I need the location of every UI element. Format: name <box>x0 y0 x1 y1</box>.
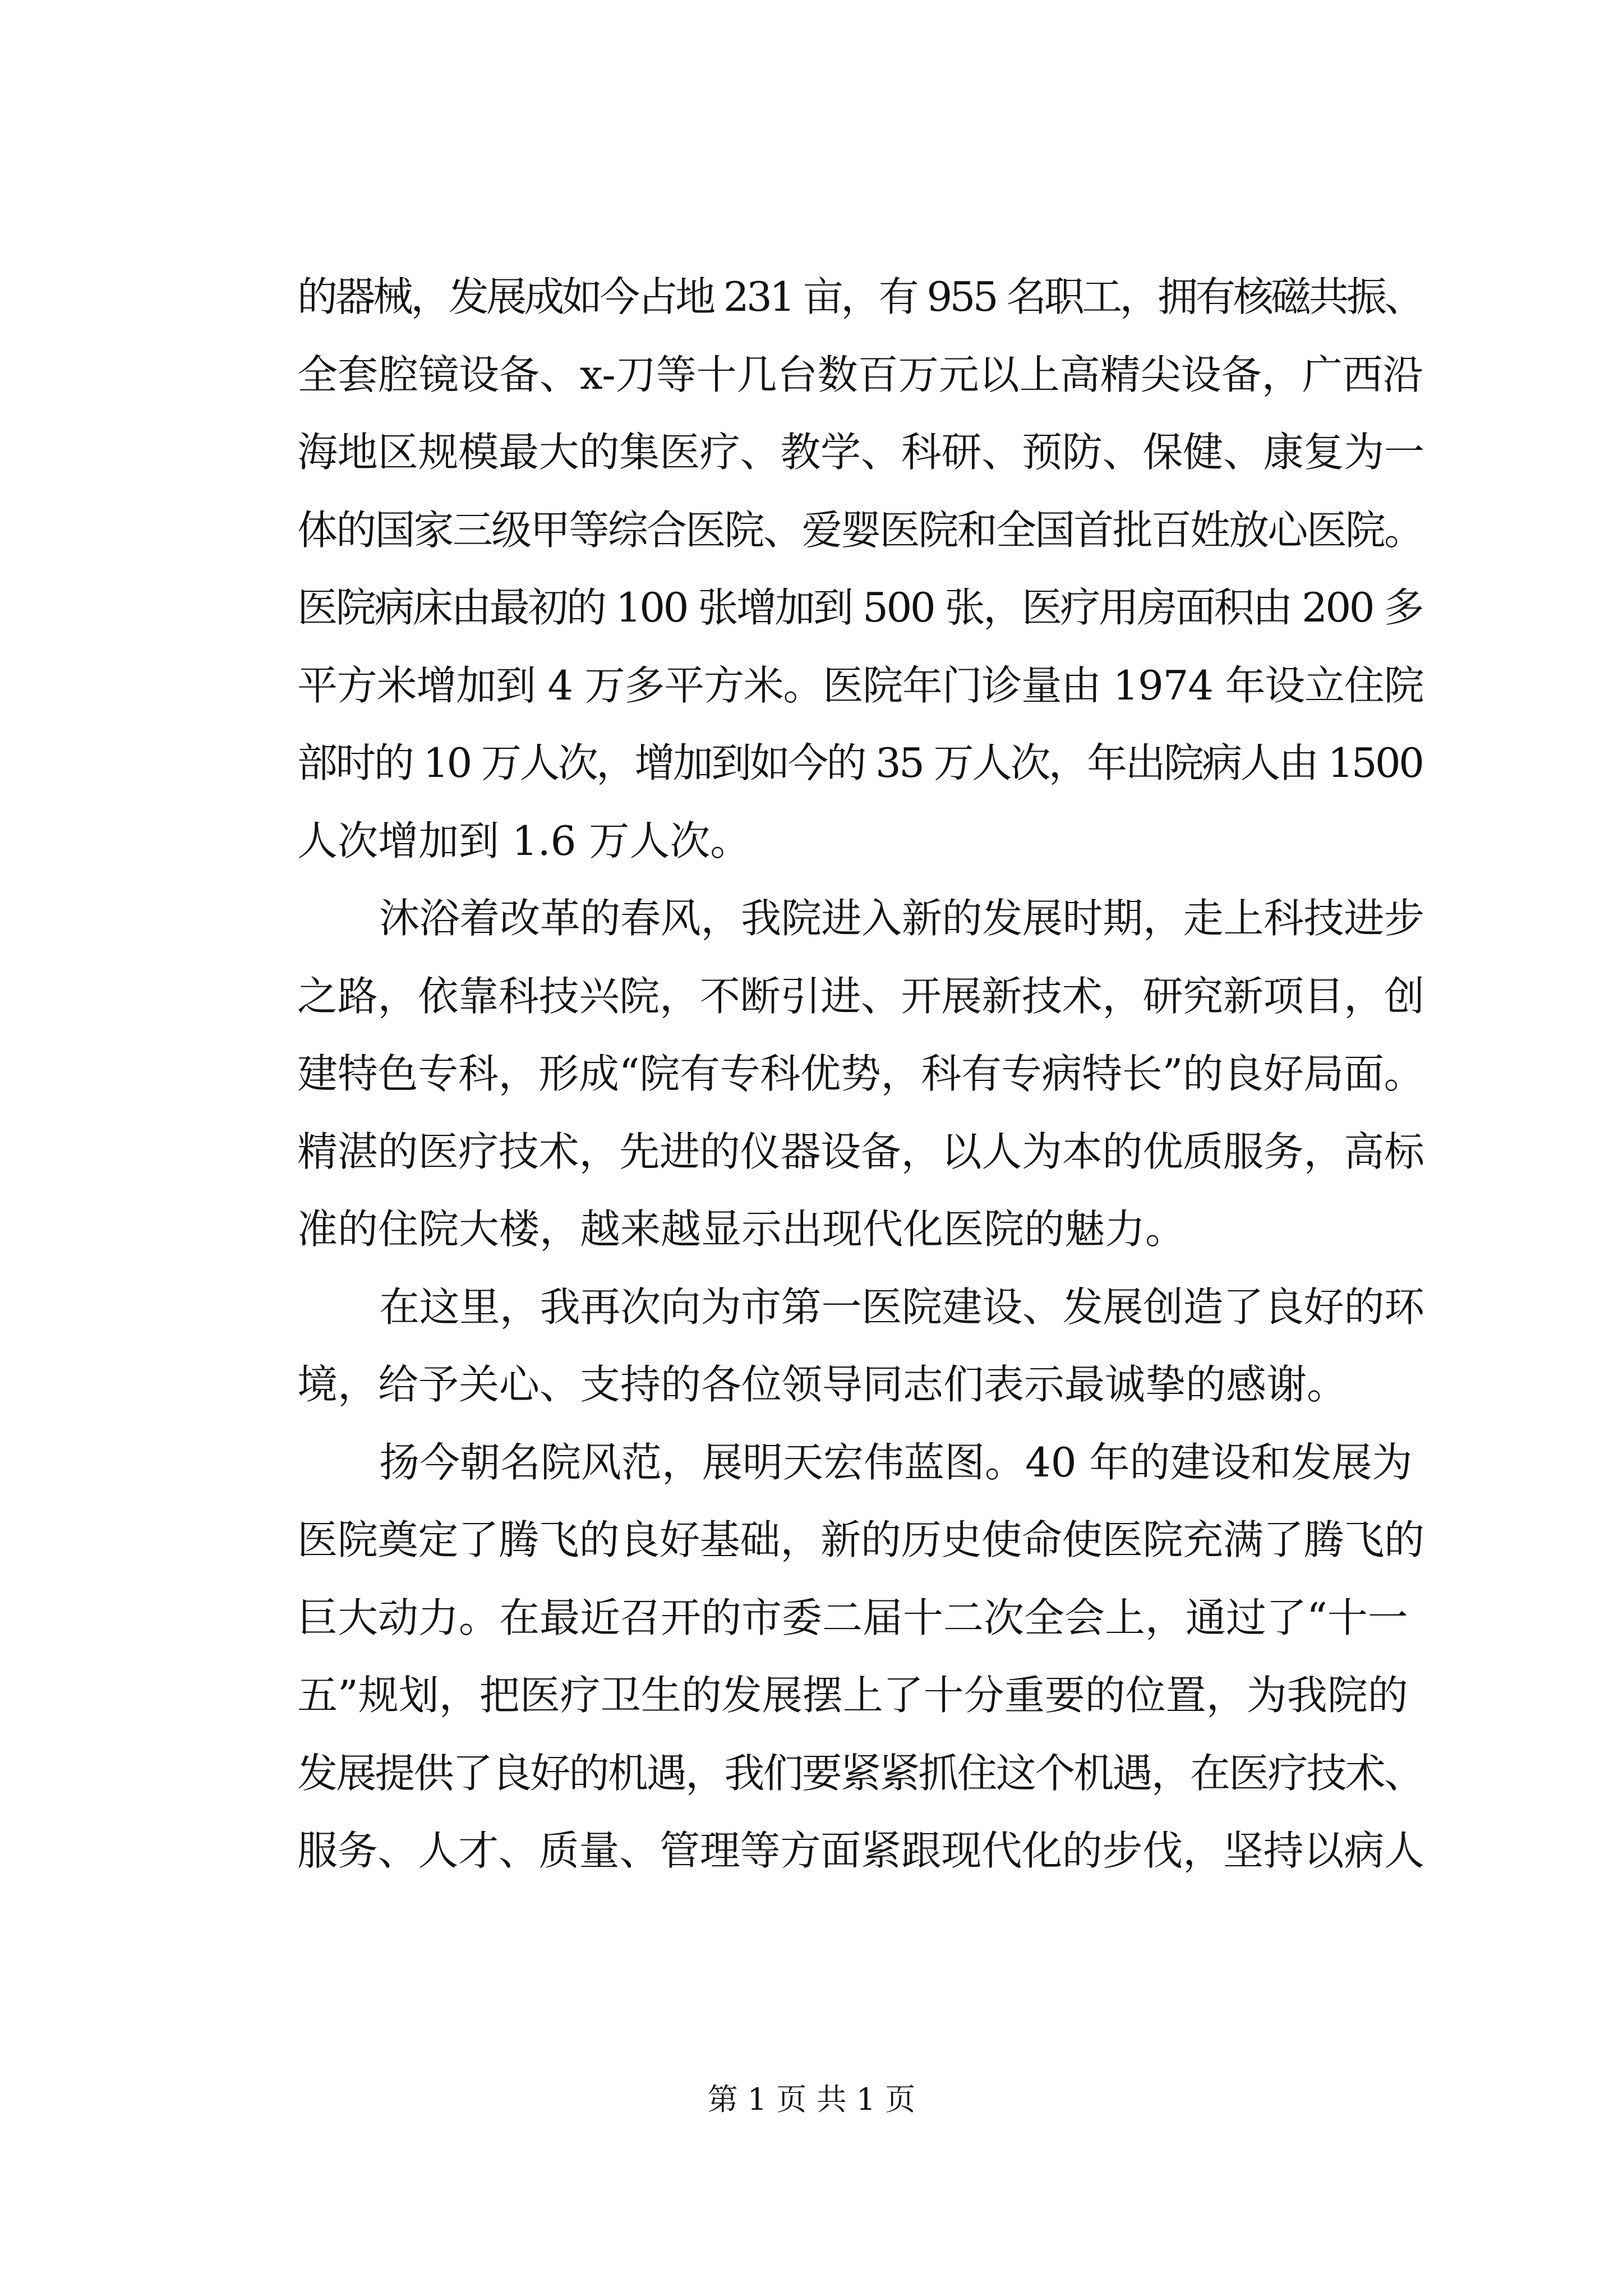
text-line: 平方米增加到 4 万多平方米。医院年门诊量由 1974 年设立住院 <box>297 661 1424 709</box>
document-body <box>297 258 1424 1890</box>
text-line: 体的国家三级甲等综合医院、爱婴医院和全国首批百姓放心医院。 <box>297 506 1423 554</box>
text-line: 建特色专科，形成“院有专科优势，科有专病特长”的良好局面。 <box>297 1050 1424 1097</box>
text-line: 五”规划，把医疗卫生的发展摆上了十分重要的位置，为我院的 <box>297 1672 1408 1719</box>
text-line: 部时的 10 万人次，增加到如今的 35 万人次，年出院病人由 1500 <box>297 739 1423 786</box>
text-line: 发展提供了良好的机遇，我们要紧紧抓住这个机遇，在医疗技术、 <box>297 1749 1423 1797</box>
text-line: 服务、人才、质量、管理等方面紧跟现代化的步伐，坚持以病人 <box>297 1827 1424 1874</box>
text-line: 人次增加到 1.6 万人次。 <box>297 817 751 864</box>
text-line: 准的住院大楼，越来越显示出现代化医院的魅力。 <box>297 1205 1186 1253</box>
page-footer: 第 1 页 共 1 页 <box>707 2082 916 2117</box>
text-line: 境，给予关心、支持的各位领导同志们表示最诚挚的感谢。 <box>297 1361 1348 1408</box>
text-line: 的器械，发展成如今占地 231 亩，有 955 名职工，拥有核磁共振、 <box>297 273 1422 320</box>
text-line: 精湛的医疗技术，先进的仪器设备，以人为本的优质服务，高标 <box>297 1128 1424 1175</box>
text-line: 扬今朝名院风范，展明天宏伟蓝图。40 年的建设和发展为 <box>379 1438 1413 1486</box>
text-line: 在这里，我再次向为市第一医院建设、发展创造了良好的环 <box>379 1283 1424 1331</box>
text-line: 医院奠定了腾飞的良好基础，新的历史使命使医院充满了腾飞的 <box>297 1516 1424 1563</box>
text-line: 巨大动力。在最近召开的市委二届十二次全会上，通过了“十一 <box>297 1594 1408 1641</box>
text-line: 全套腔镜设备、x-刀等十几台数百万元以上高精尖设备，广西沿 <box>297 351 1423 398</box>
text-line: 沐浴着改革的春风，我院进入新的发展时期，走上科技进步 <box>379 895 1424 942</box>
text-line: 海地区规模最大的集医疗、教学、科研、预防、保健、康复为一 <box>297 429 1424 476</box>
text-line: 之路，依靠科技兴院，不断引进、开展新技术，研究新项目，创 <box>297 972 1424 1020</box>
text-line: 医院病床由最初的 100 张增加到 500 张，医疗用房面积由 200 多 <box>297 584 1423 631</box>
